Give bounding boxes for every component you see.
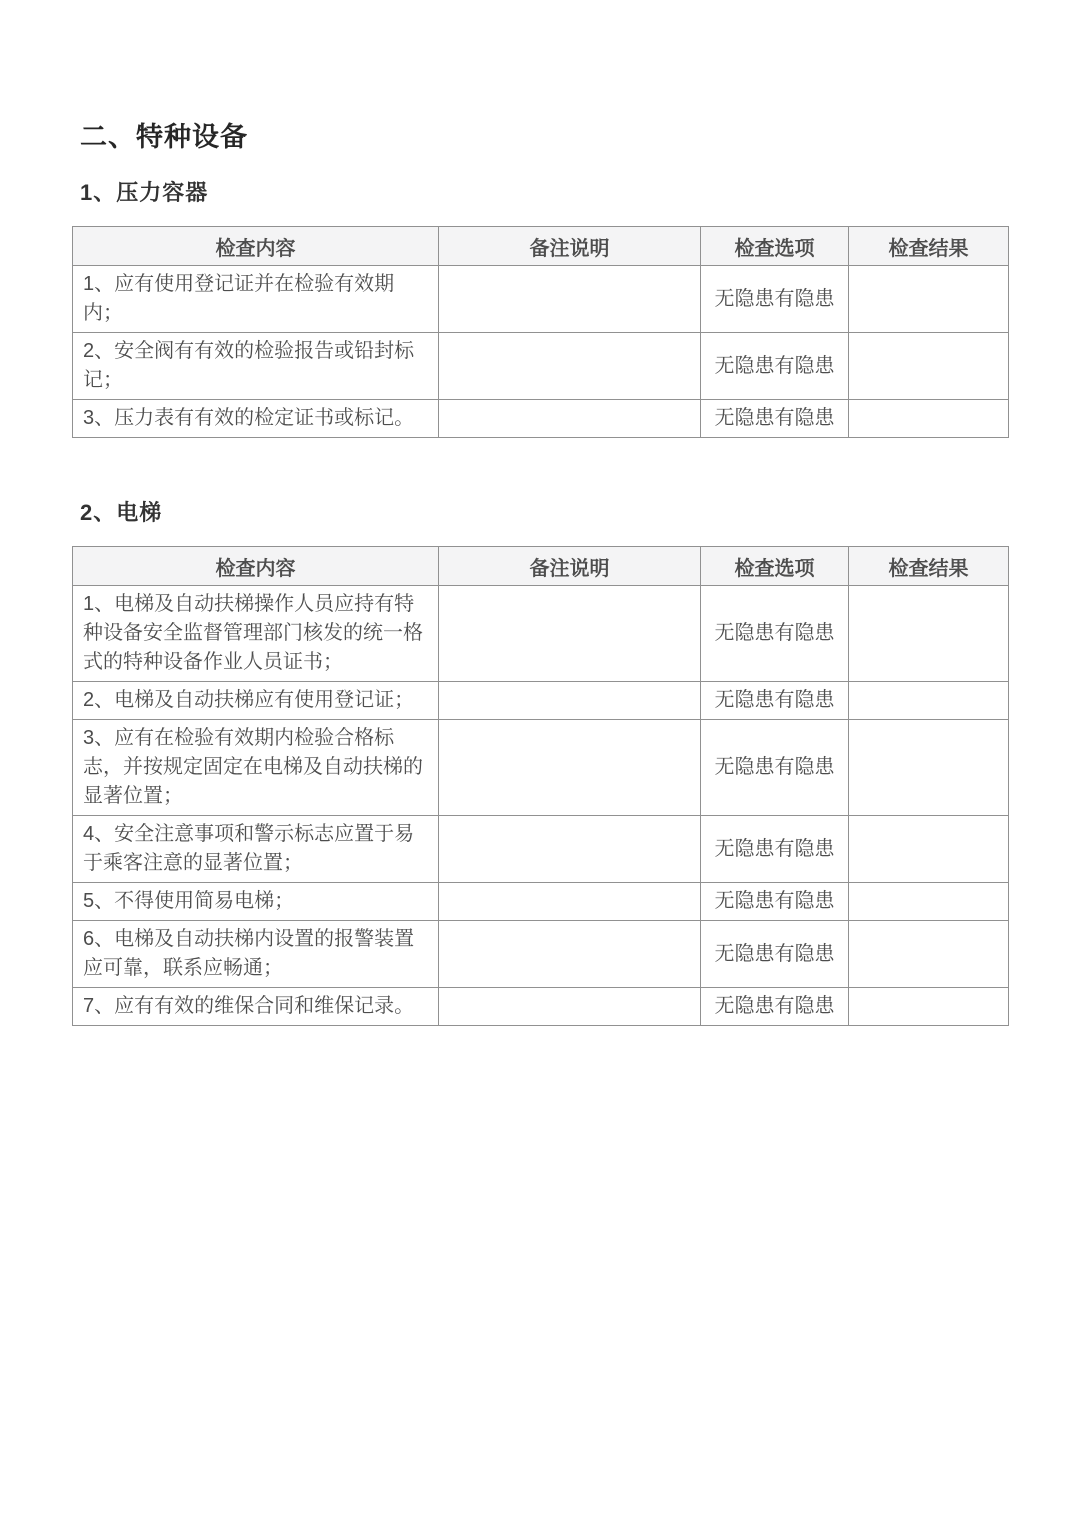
table-row — [73, 988, 1009, 1026]
table-row — [73, 720, 1009, 816]
col-header-check-content: 检查内容 — [73, 547, 439, 586]
check-options-cell: 无隐患有隐患 — [701, 333, 849, 400]
check-options-cell: 无隐患有隐患 — [701, 720, 849, 816]
check-options-cell: 无隐患有隐患 — [701, 921, 849, 988]
remarks-cell — [439, 586, 701, 682]
check-content-cell: 6、电梯及自动扶梯内设置的报警装置应可靠，联系应畅通； — [73, 921, 439, 988]
remarks-cell — [439, 816, 701, 883]
pressure-vessel-table — [72, 226, 1009, 438]
table-row — [73, 921, 1009, 988]
elevator-table — [72, 546, 1009, 1026]
check-content-cell: 1、电梯及自动扶梯操作人员应持有特种设备安全监督管理部门核发的统一格式的特种设备作业人员证书； — [73, 586, 439, 682]
elevator-subtitle: 2、电梯 — [80, 500, 163, 525]
remarks-cell — [439, 921, 701, 988]
table-row — [73, 883, 1009, 921]
col-header-remarks: 备注说明 — [439, 227, 701, 266]
col-header-check-result: 检查结果 — [849, 227, 1009, 266]
col-header-check-options: 检查选项 — [701, 227, 849, 266]
remarks-cell — [439, 988, 701, 1026]
check-content-cell: 3、压力表有有效的检定证书或标记。 — [73, 400, 439, 438]
remarks-cell — [439, 682, 701, 720]
check-options-cell: 无隐患有隐患 — [701, 586, 849, 682]
remarks-cell — [439, 333, 701, 400]
col-header-check-content: 检查内容 — [73, 227, 439, 266]
remarks-cell — [439, 266, 701, 333]
section-title: 二、特种设备 — [80, 122, 248, 152]
table-row — [73, 400, 1009, 438]
col-header-remarks: 备注说明 — [439, 547, 701, 586]
col-header-check-options: 检查选项 — [701, 547, 849, 586]
check-result-cell — [849, 333, 1009, 400]
check-result-cell — [849, 682, 1009, 720]
check-content-cell: 2、安全阀有有效的检验报告或铅封标记； — [73, 333, 439, 400]
check-options-cell: 无隐患有隐患 — [701, 266, 849, 333]
header-row — [73, 547, 1009, 586]
remarks-cell — [439, 883, 701, 921]
table-row — [73, 682, 1009, 720]
table-row — [73, 266, 1009, 333]
check-content-cell: 2、电梯及自动扶梯应有使用登记证； — [73, 682, 439, 720]
check-options-cell: 无隐患有隐患 — [701, 816, 849, 883]
check-content-cell: 5、不得使用简易电梯； — [73, 883, 439, 921]
check-result-cell — [849, 921, 1009, 988]
check-options-cell: 无隐患有隐患 — [701, 988, 849, 1026]
check-content-cell: 4、安全注意事项和警示标志应置于易于乘客注意的显著位置； — [73, 816, 439, 883]
check-result-cell — [849, 586, 1009, 682]
table-row — [73, 586, 1009, 682]
check-result-cell — [849, 883, 1009, 921]
check-result-cell — [849, 720, 1009, 816]
check-options-cell: 无隐患有隐患 — [701, 400, 849, 438]
col-header-check-result: 检查结果 — [849, 547, 1009, 586]
check-result-cell — [849, 266, 1009, 333]
check-content-cell: 3、应有在检验有效期内检验合格标志，并按规定固定在电梯及自动扶梯的显著位置； — [73, 720, 439, 816]
check-result-cell — [849, 816, 1009, 883]
check-options-cell: 无隐患有隐患 — [701, 682, 849, 720]
remarks-cell — [439, 400, 701, 438]
check-result-cell — [849, 988, 1009, 1026]
remarks-cell — [439, 720, 701, 816]
check-content-cell: 1、应有使用登记证并在检验有效期内； — [73, 266, 439, 333]
check-result-cell — [849, 400, 1009, 438]
check-options-cell: 无隐患有隐患 — [701, 883, 849, 921]
table-row — [73, 333, 1009, 400]
table-row — [73, 816, 1009, 883]
pressure-vessel-subtitle: 1、压力容器 — [80, 180, 209, 205]
header-row — [73, 227, 1009, 266]
check-content-cell: 7、应有有效的维保合同和维保记录。 — [73, 988, 439, 1026]
